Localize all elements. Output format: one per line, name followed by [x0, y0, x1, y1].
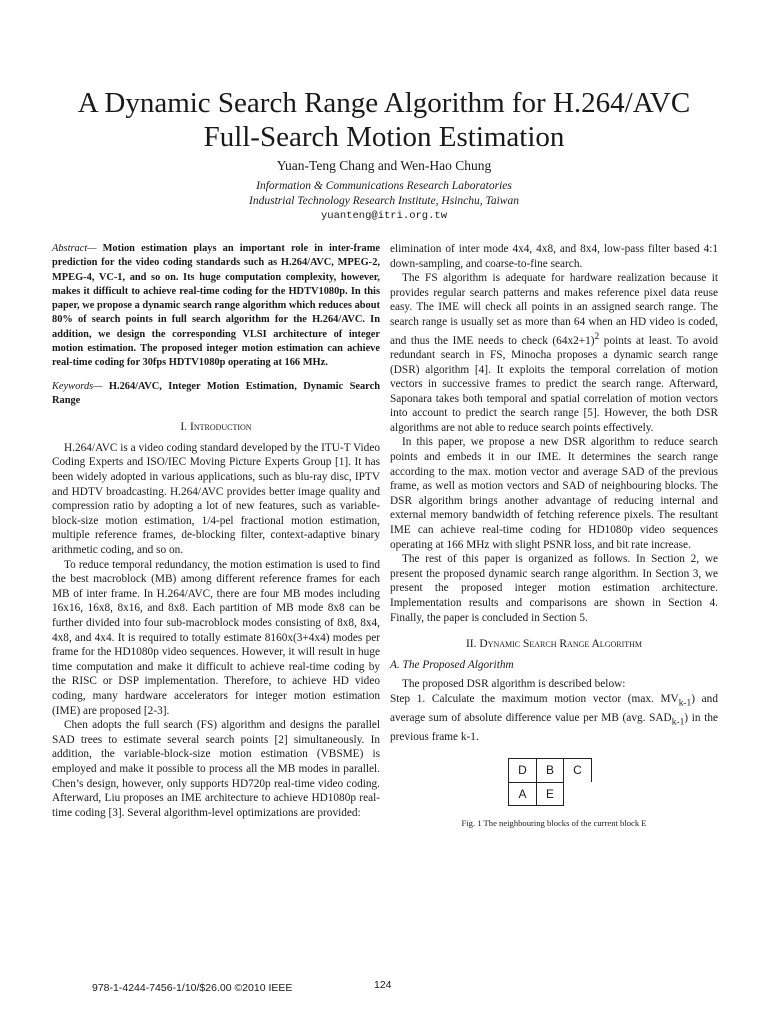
affiliation-line-1: Information & Communications Research Laboratories: [256, 180, 512, 192]
figure-1-caption: Fig. 1 The neighbouring blocks of the current block E: [461, 818, 647, 829]
intro-paragraph-5: [390, 271, 718, 435]
right-column: [390, 242, 718, 831]
block-b: B: [536, 758, 564, 782]
keywords-text: H.264/AVC, Integer Motion Estimation, Dynamic Search Range: [52, 380, 380, 406]
intro-paragraph-2: To reduce temporal redundancy, the motion estimation is used to find the best macroblock (MB) among different reference frames for each MB of inter frame. In H.264/AVC, there are four MB modes including 16x16, 16x8, 8x16, and 8x8. Each partition of MB mode 8x8 can be further divided into four sub-macroblock modes consisting of 8x8, 8x4, 4x8, and 4x4. It is required to totally estimate 8160x(3+4x4) modes per frame for the HD1080p video sequences. However, it will result in huge time computation and make it difficult to achieve real-time coding by the RISC or DSP implementation. Therefore, to achieve HD video coding, many hardware accelerators for integer motion estimation (IME) are proposed [2-3].: [52, 558, 380, 717]
intro-p5-superscript: 2: [594, 331, 600, 342]
page-number: 124: [374, 979, 392, 991]
step1-subscript-1: k-1: [678, 698, 692, 709]
paper-title: [20, 86, 748, 154]
keywords-label: Keywords—: [52, 380, 103, 392]
left-column: [52, 242, 380, 820]
subsection-a-heading: A. The Proposed Algorithm: [390, 658, 514, 671]
affiliation-line-2: Industrial Technology Research Institute, Hsinchu, Taiwan: [249, 195, 519, 207]
empty-cell: [564, 782, 592, 806]
footer-isbn: 978-1-4244-7456-1/10/$26.00 ©2010 IEEE: [92, 982, 293, 994]
neighbouring-blocks-figure: [508, 758, 592, 806]
block-c: C: [564, 758, 592, 782]
intro-paragraph-7: The rest of this paper is organized as follows. In Section 2, we present the proposed dynamic search range algorithm. In Section 3, we present the proposed integer motion estimation architecture. Implementation results and comparisons are shown in Section 4. Finally, the paper is concluded in Section 5.: [390, 553, 718, 624]
abstract-label: Abstract—: [52, 243, 97, 254]
algorithm-step-1: [390, 692, 718, 744]
intro-paragraph-4: elimination of inter mode 4x4, 4x8, and 8x4, low-pass filter based 4:1 down-sampling, and coarse-to-fine search.: [390, 243, 718, 270]
authors: Yuan-Teng Chang and Wen-Hao Chung: [276, 158, 492, 173]
intro-p5-part-a: The FS algorithm is adequate for hardware realization because it provides regular search patterns and makes reference pixel data reuse easy. The IME will check all points in an assigned search range. The search range is usually set as more than 64 when an HD video is coded, and thus the IME needs to check (64x2+1): [390, 272, 718, 347]
abstract-text: Motion estimation plays an important role in inter-frame prediction for the video coding standards such as H.264/AVC, MPEG-2, MPEG-4, VC-1, and so on. Its huge computation complexity, however, makes it difficult to achieve real-time coding for the HDTV1080p. In this paper, we propose a dynamic search range algorithm which reduces about 80% of search points in full search algorithm for the H.264/AVC. In addition, we design the corresponding VLSI architecture of integer motion estimation. The proposed integer motion estimation can achieve real-time coding for 30fps HDTV1080p operating at 166 MHz.: [52, 243, 380, 369]
abstract: [52, 242, 380, 371]
intro-p5-part-b: points at least. To avoid redundant search in FS, Minocha proposes a dynamic search range (DSR) algorithm [4]. It exploits the temporal correlation of motion vectors in successive frames to predict the search range. Afterward, Saponara takes both temporal and spatial correlation of motion vectors into account to predict the search range [5]. However, the both DSR algorithms are not able to reduce search points effectively.: [390, 334, 718, 434]
algorithm-intro: The proposed DSR algorithm is described below:: [402, 678, 626, 691]
intro-paragraph-6: In this paper, we propose a new DSR algorithm to reduce search points and embeds it in our IME. It determines the search range according to the max. motion vector and average SAD of the previous frame, as well as motion vectors and SAD of neighbouring blocks. The DSR algorithm brings another advantage of reducing internal and external memory bandwidth of fetching reference pixels. The resultant IME can achieve real-time coding for HD1080p video sequences operating at 166 MHz with slight PSNR loss, and bit rate increase.: [390, 436, 718, 551]
keywords: [52, 380, 380, 409]
title-line-2: Full-Search Motion Estimation: [203, 121, 565, 153]
intro-paragraph-3: Chen adopts the full search (FS) algorithm and designs the parallel SAD trees to estimate several search points [2] simultaneously. In addition, the variable-block-size motion estimation (VBSME) is employed and make it possible to process all the MB modes in parallel. Chen’s design, however, only supports HD720p real-time video coding. Afterward, Liu proposes an IME architecture to achieve HD1080p real-time coding [3]. Several algorithm-level optimizations are provided:: [52, 719, 380, 819]
author-email: yuanteng@itri.org.tw: [320, 210, 448, 222]
step1-subscript-2: k-1: [671, 717, 685, 728]
title-line-1: A Dynamic Search Range Algorithm for H.264/AVC: [77, 87, 691, 119]
section-2-heading: II. Dynamic Search Range Algorithm: [465, 638, 643, 651]
step1-part-c: ) in the previous frame k-1.: [390, 711, 719, 743]
block-d: D: [508, 758, 536, 782]
block-e: E: [536, 782, 564, 806]
section-1-heading: I. Introduction: [180, 421, 252, 434]
step1-part-a: Step 1. Calculate the maximum motion vector (max. MV: [390, 692, 679, 705]
intro-paragraph-1: H.264/AVC is a video coding standard developed by the ITU-T Video Coding Experts and ISO/IEC Moving Picture Experts Group [1]. It has been widely adopted in various applications, such as blu-ray disc, IPTV and HDTV broadcasting. H.264/AVC provides better image quality and compression ratio by adopting a lot of new features, such as variable-block-size motion estimation, 1/4-pel fractional motion estimation, multiple reference frames, de-blocking filter, context-adaptive binary arithmetic coding, and so on.: [52, 441, 380, 557]
step1-part-b: ) and average sum of absolute difference value per MB (avg. SAD: [390, 692, 718, 724]
block-a: A: [508, 782, 536, 806]
